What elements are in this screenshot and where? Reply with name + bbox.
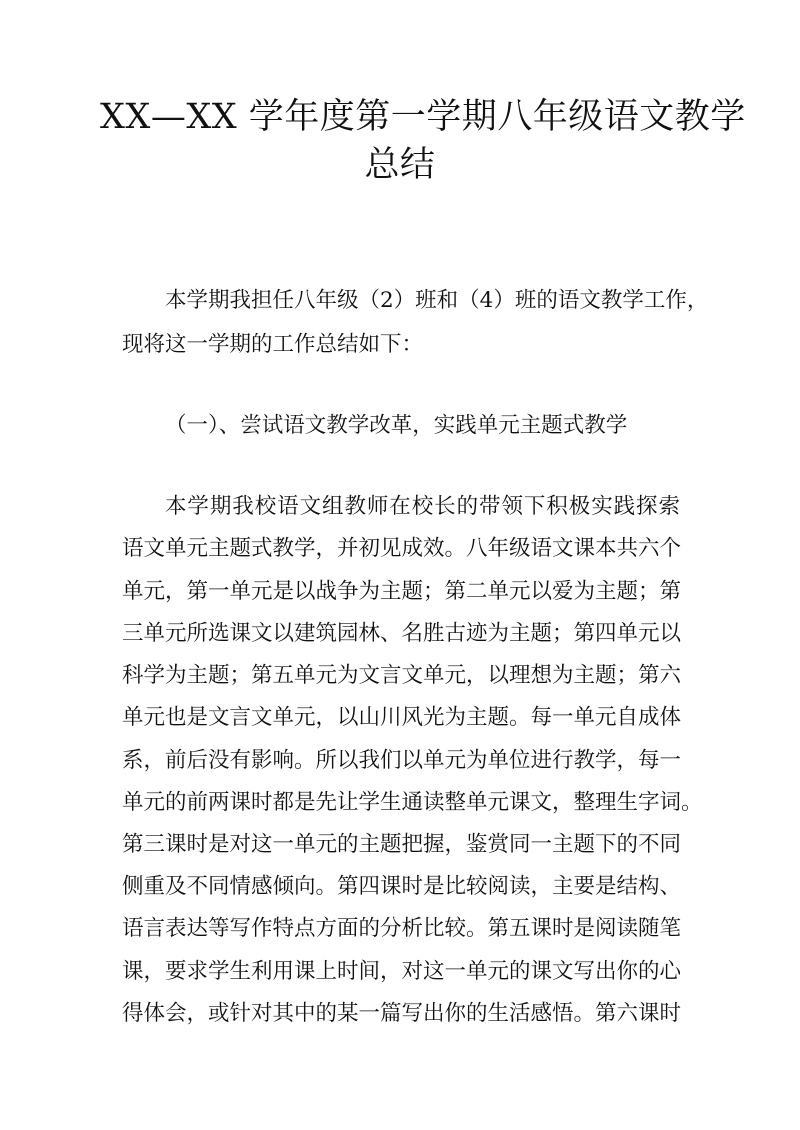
body-line: 第三课时是对这一单元的主题把握，鉴赏同一主题下的不同 [122,832,682,857]
body-line: 单元，第一单元是以战争为主题；第二单元以爱为主题；第 [122,579,682,604]
body-line: 三单元所选课文以建筑园林、名胜古迹为主题；第四单元以 [122,621,682,646]
body-line: 单元也是文言文单元，以山川风光为主题。每一单元自成体 [122,705,682,730]
body-line: 语言表达等写作特点方面的分析比较。第五课时是阅读随笔 [122,916,682,941]
body-line: 语文单元主题式教学，并初见成效。八年级语文课本共六个 [122,536,682,561]
body-line: 单元的前两课时都是先让学生通读整单元课文，整理生字词。 [122,790,703,815]
body-line: 本学期我校语文组教师在校长的带领下积极实践探索 [165,494,680,519]
body-line: 侧重及不同情感倾向。第四课时是比较阅读，主要是结构、 [122,874,682,899]
body-line: 课，要求学生利用课上时间，对这一单元的课文写出你的心 [122,959,682,984]
body-line: 得体会，或针对其中的某一篇写出你的生活感悟。第六课时 [122,1001,682,1026]
document-title-line-2: 总结 [364,145,436,185]
body-line: 科学为主题；第五单元为文言文单元，以理想为主题；第六 [122,663,682,688]
body-line: 系，前后没有影响。所以我们以单元为单位进行教学，每一 [122,748,682,773]
intro-line: 现将这一学期的工作总结如下： [122,332,424,357]
document-title-line-1: XX—XX 学年度第一学期八年级语文教学 [100,97,746,137]
section-heading: （一）、尝试语文教学改革，实践单元主题式教学 [165,413,628,438]
intro-line: 本学期我担任八年级（2）班和（4）班的语文教学工作， [165,288,709,313]
